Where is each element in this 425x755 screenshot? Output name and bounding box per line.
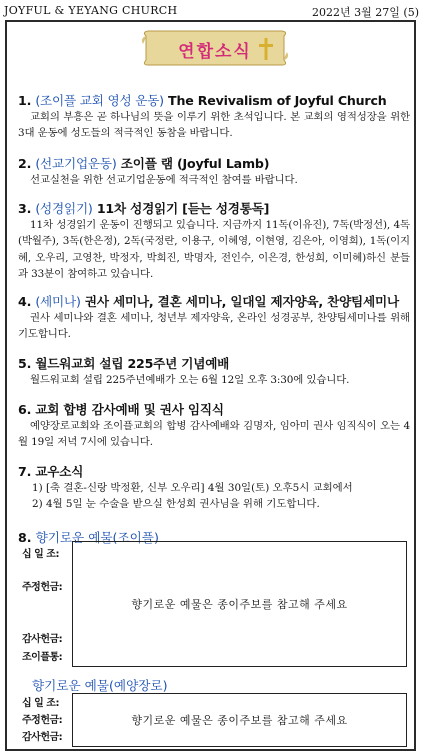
section-heading: 4. (세미나) 권사 세미나, 결혼 세미나, 일대일 제자양육, 찬양팀세미나 <box>18 294 399 309</box>
section-heading: 5. 월드워교회 설립 225주년 기념예배 <box>18 356 230 371</box>
section-heading: 2. (선교기업운동) 조이플 램 (Joyful Lamb) <box>18 156 270 171</box>
issue-date: 2022년 3월 27일 (5) <box>312 6 419 19</box>
page-header <box>4 2 421 20</box>
section-bible-reading <box>18 200 410 283</box>
offering-note: 향기로운 예물은 종이주보를 참고해 주세요 <box>131 714 348 727</box>
offering-heading-yeyang: 향기로운 예물(예양장로) <box>32 678 168 693</box>
section-seminar <box>18 293 410 343</box>
section-heading: 7. 교우소식 <box>18 464 84 479</box>
list-item: 2) 4월 5일 눈 수술을 받으실 한성희 권사님을 위해 기도합니다. <box>32 498 320 511</box>
section-merger-service <box>18 401 410 451</box>
section-heading: 1. (조이플 교회 영성 운동) The Revivalism of Joyful Church <box>18 93 387 108</box>
section-joyful-lamb <box>18 155 410 188</box>
joyful-box-label: 조이플통: <box>22 652 63 663</box>
thanks-offering-label: 감사헌금: <box>22 732 63 743</box>
news-banner <box>140 28 290 68</box>
section-body: 선교실천을 위한 선교기업운동에 적극적인 참여를 바랍니다. <box>30 174 298 186</box>
section-body: 월드워교회 설립 225주년예배가 오는 6월 12일 오후 3:30에 있습니다. <box>30 374 350 386</box>
section-anniversary <box>18 355 410 388</box>
section-member-news <box>18 463 410 513</box>
weekly-offering-label: 주정헌금: <box>22 715 63 726</box>
offering-heading-joyful: 8. 향기로운 예물(조이플) <box>18 530 159 545</box>
offering-note-box <box>72 693 407 747</box>
offering-note: 향기로운 예물은 종이주보를 참고해 주세요 <box>131 598 348 611</box>
church-name: JOYFUL & YEYANG CHURCH <box>4 4 178 17</box>
tithe-label: 십 일 조: <box>22 698 59 709</box>
tithe-label: 십 일 조: <box>22 549 59 560</box>
banner-title: 연합소식 <box>178 42 252 62</box>
section-revivalism <box>18 92 410 142</box>
section-heading: 6. 교회 합병 감사예배 및 권사 임직식 <box>18 402 224 417</box>
section-body: 예양장로교회와 조이플교회의 합병 감사예배와 김명자, 임아미 권사 임직식이 오는 4월 19일 저녁 7시에 있습니다. <box>18 420 410 449</box>
section-body: 11차 성경읽기 운동이 진행되고 있습니다. 지금까지 11독(이유진), 7독(박정선), 4독(박월주), 3독(한은정), 2독(국정란, 이용구, 이혜영, 이현영, 김은아, 이영희), 1독(이지혜, 오우리, 고영찬, 박정자, 박희진, 박명자, 전인수, 이은경, 한성희, 이미혜)하신 분들과 33분이 참여하고 있습니다. <box>18 219 410 281</box>
section-body: 권사 세미나와 결혼 세미나, 청년부 제자양육, 온라인 성경공부, 찬양팀세미나를 위해 기도합니다. <box>18 312 410 341</box>
cross-icon <box>259 38 273 60</box>
section-body: 교회의 부흥은 곧 하나님의 뜻을 이루기 위한 초석입니다. 본 교회의 영적성장을 위한 3대 운동에 성도들의 적극적인 동참을 바랍니다. <box>18 111 410 140</box>
list-item: 1) [축 결혼-신랑 박정환, 신부 오우리] 4월 30일(토) 오후5시 교회에서 <box>32 482 353 494</box>
section-heading: 3. (성경읽기) 11차 성경읽기 [듣는 성경통독] <box>18 201 270 216</box>
weekly-offering-label: 주정헌금: <box>22 582 63 593</box>
offering-note-box <box>72 541 407 667</box>
thanks-offering-label: 감사헌금: <box>22 634 63 645</box>
